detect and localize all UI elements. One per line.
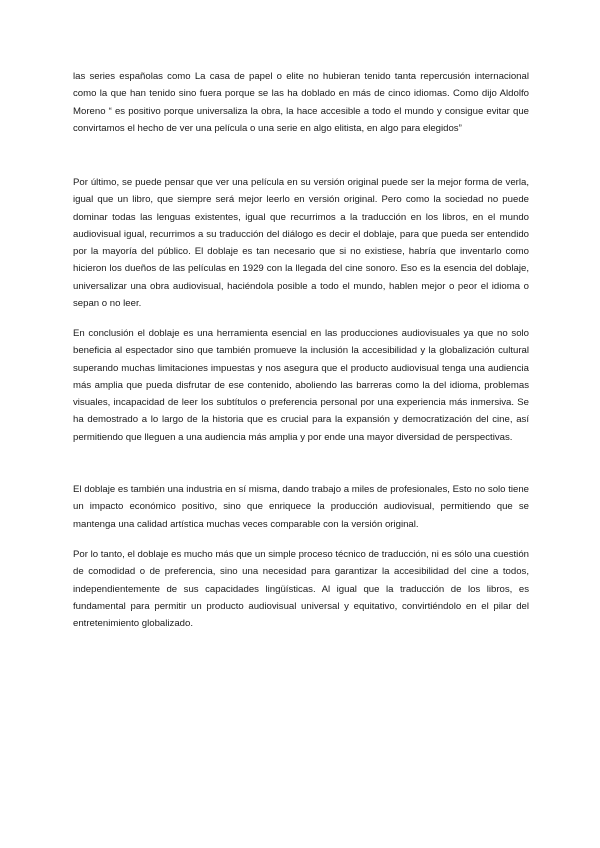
paragraph-4: El doblaje es también una industria en sí misma, dando trabajo a miles de profesionales, Esto no solo tiene un impacto económico positivo, sino que enriquece la producción audiovisual, permitiendo que se mantenga una calidad artística muchas veces comparable con la versión original.: [73, 484, 529, 530]
paragraph-2: Por último, se puede pensar que ver una película en su versión original puede ser la mejor forma de verla, igual que un libro, que siempre será mejor leerlo en versión original. Pero como la sociedad no puede dominar todas las lenguas existentes, igual que recurrimos a la traducción en los libros, en el mundo audiovisual igual, recurrimos a su traducción del diálogo es decir el doblaje, para que pueda ser entendido por la mayoría del público. El doblaje es tan necesario que si no existiese, habría que inventarlo como hicieron los dueños de las películas en 1929 con la llegada del cine sonoro. Eso es la esencia del doblaje, universalizar una obra audiovisual, haciéndola posible a todo el mundo, hablen mejor o peor el idioma o sepan o no leer.: [73, 177, 529, 310]
paragraph-1: las series españolas como La casa de papel o elite no hubieran tenido tanta repercusión internacional como la que han tenido sino fuera porque se las ha doblado en más de cinco idiomas. Como dijo Aldolfo Moreno “ es positivo porque universaliza la obra, la hace accesible a todo el mundo y consigue evitar que convirtamos el hecho de ver una película o una serie en algo elitista, en algo para elegidos”: [73, 71, 529, 134]
paragraph-5: Por lo tanto, el doblaje es mucho más que un simple proceso técnico de traducción, ni es sólo una cuestión de comodidad o de preferencia, sino una necesidad para garantizar la accesibilidad del cine a todos, independientemente de sus capacidades lingüísticas. Al igual que la traducción de los libros, es fundamental para permitir un producto audiovisual universal y equitativo, convirtiéndolo en el pilar del entretenimiento globalizado.: [73, 549, 529, 630]
paragraph-3: En conclusión el doblaje es una herramienta esencial en las producciones audiovisuales ya que no solo beneficia al espectador sino que también promueve la inclusión la accesibilidad y la globalización cultural superando muchas limitaciones impuestas y nos asegura que el producto audiovisual tenga una audiencia más amplia que pueda disfrutar de ese contenido, aboliendo las barreras como la del idioma, problemas visuales, incapacidad de leer los subtítulos o preferencia personal por una experiencia más inmersiva. Se ha demostrado a lo largo de la historia que es crucial para la expansión y democratización del cine, así permitiendo que lleguen a una audiencia más amplia y por ende una mayor diversidad de perspectivas.: [73, 328, 529, 443]
